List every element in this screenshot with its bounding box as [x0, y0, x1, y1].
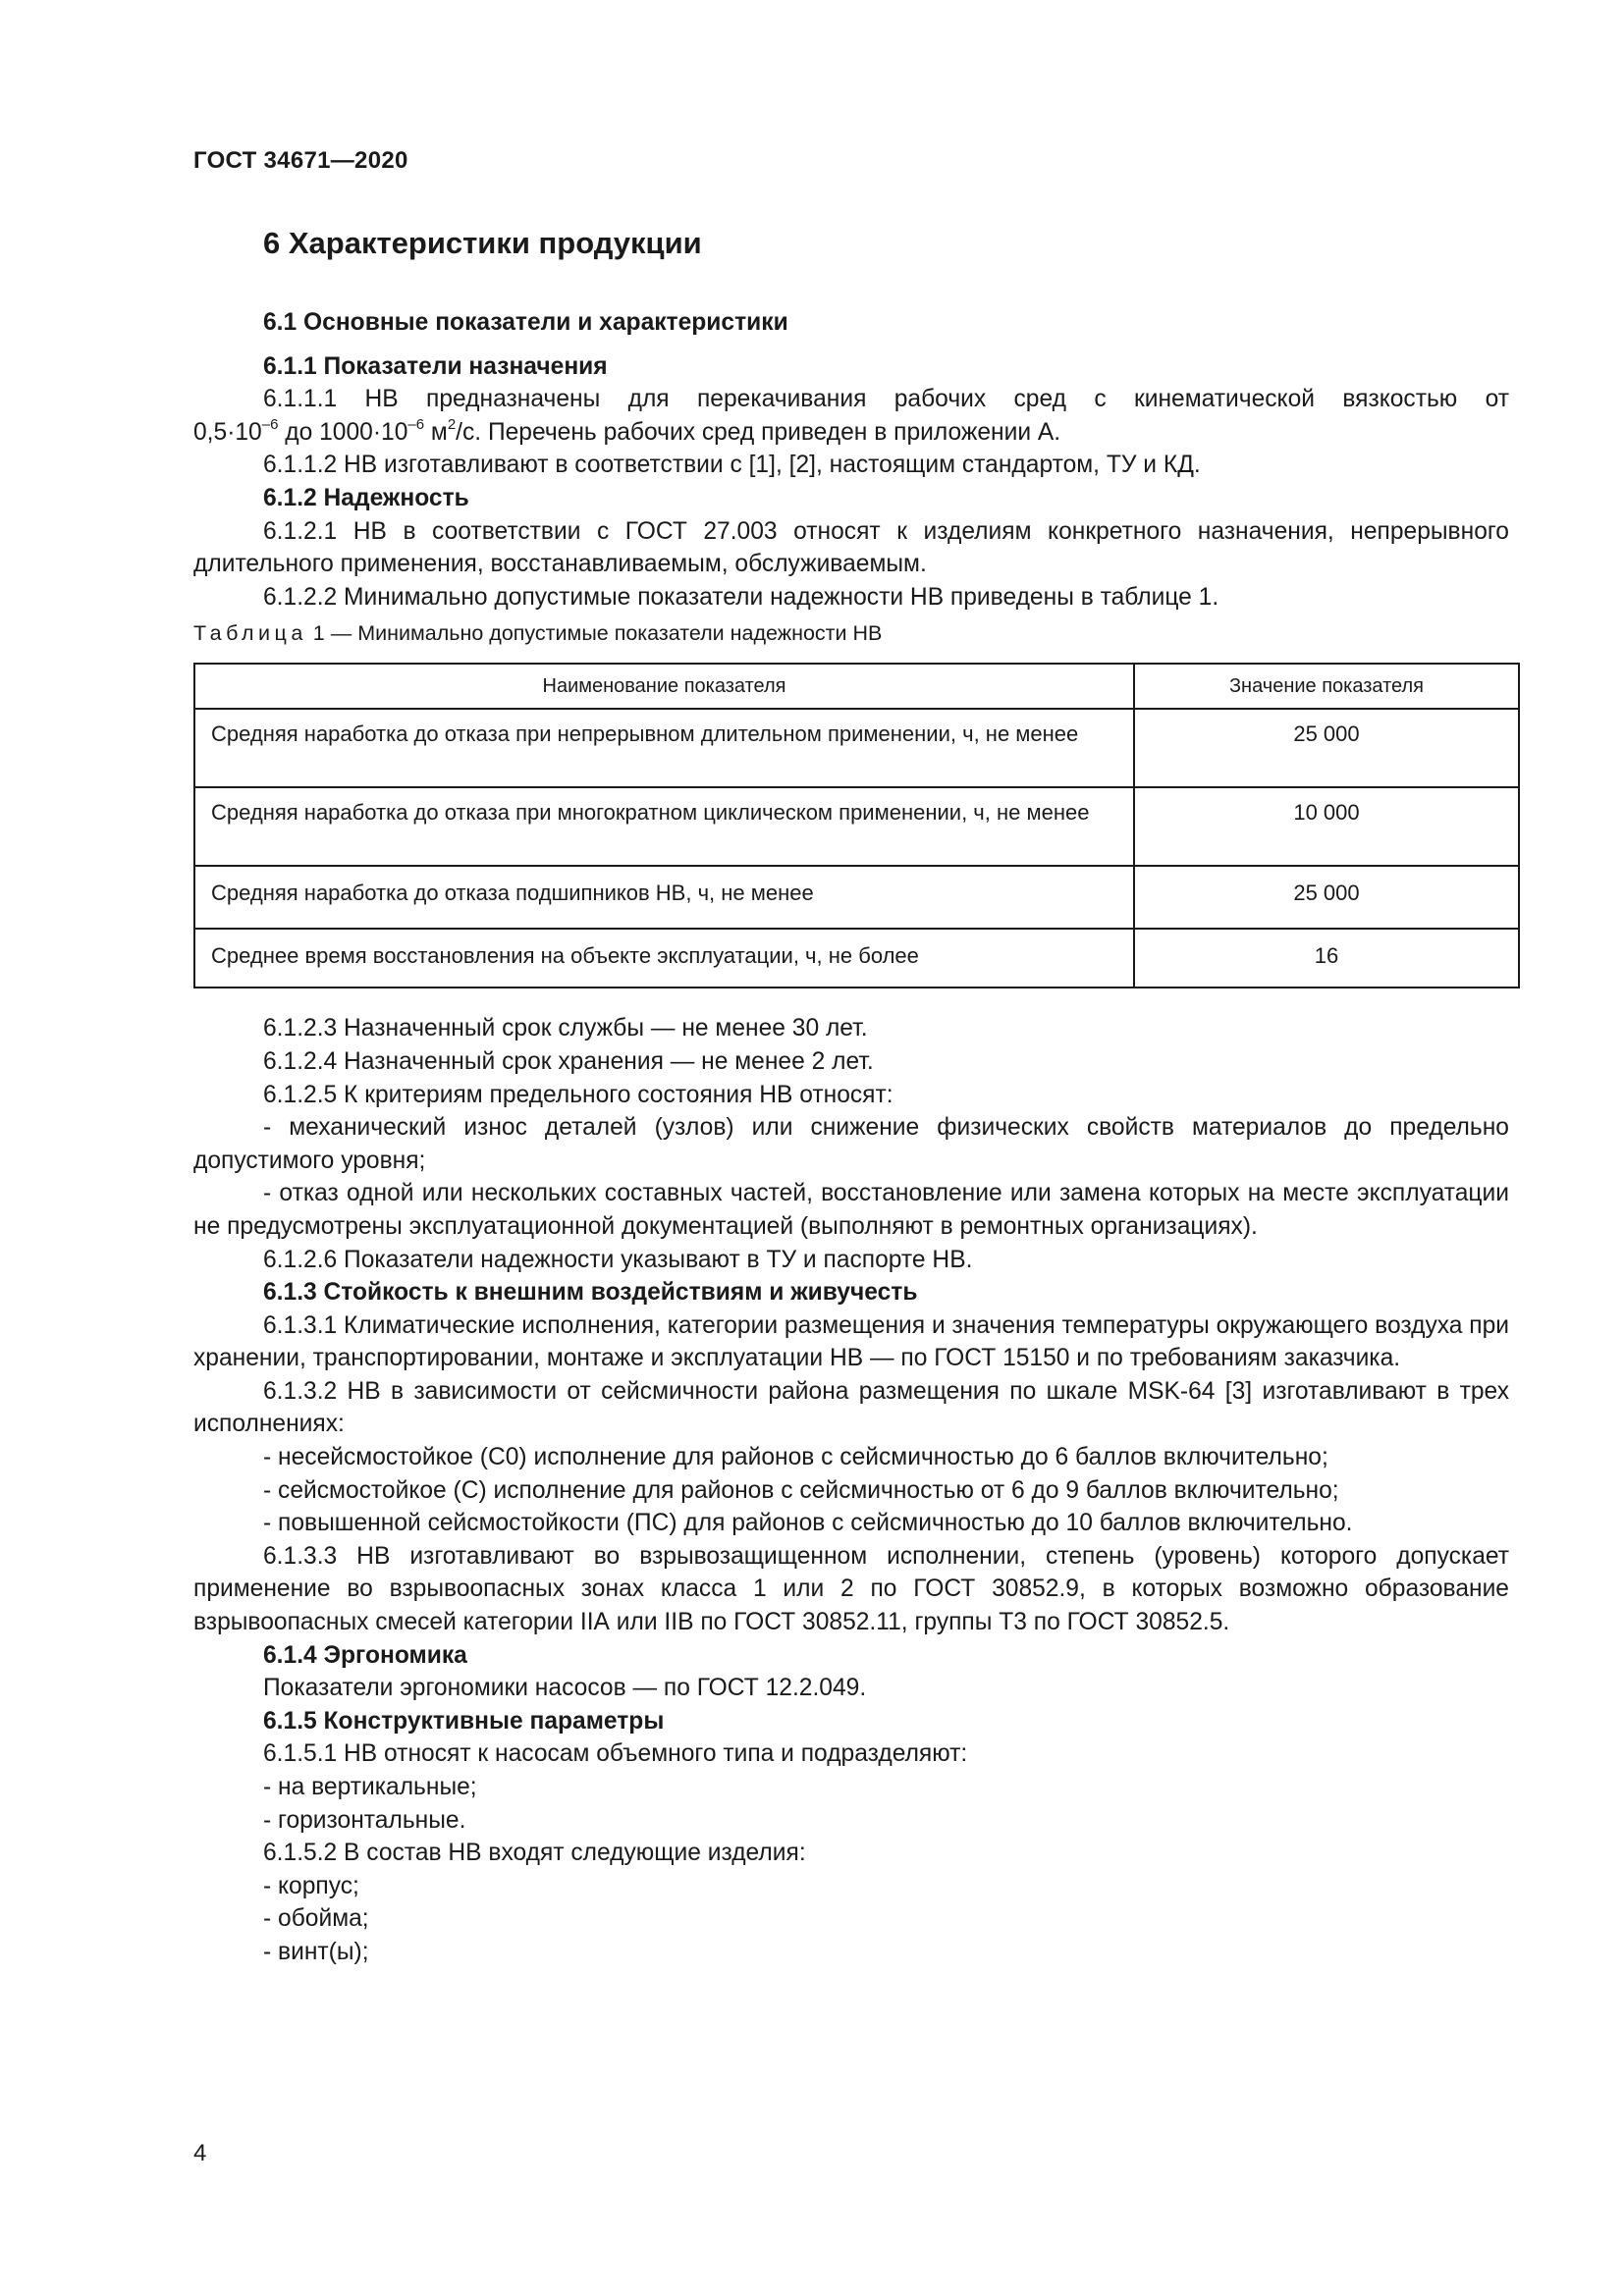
- table-cell-name: Средняя наработка до отказа при многократном циклическом применении, ч, не менее: [194, 787, 1134, 866]
- list-item: - горизонтальные.: [263, 1806, 466, 1834]
- document-body: [193, 306, 1509, 1969]
- table-cell-value: 10 000: [1134, 787, 1519, 866]
- list-item: - сейсмостойкое (С) исполнение для районов с сейсмичностью от 6 до 9 баллов включительно;: [263, 1476, 1339, 1504]
- table-cell-value: 25 000: [1134, 866, 1519, 929]
- clause-heading-6-1-4: 6.1.4 Эргономика: [263, 1641, 467, 1669]
- paragraph-6-1-2-1: 6.1.2.1 НВ в соответствии с ГОСТ 27.003 относят к изделиям конкретного назначения, непрерывного длительного применения, восстанавливаемым, обслуживаемым.: [193, 517, 1509, 578]
- column-header: Наименование показателя: [194, 664, 1134, 709]
- paragraph-6-1-1-1-line1: 6.1.1.1 НВ предназначены для перекачивания рабочих сред с кинематической вязкостью от: [263, 386, 1509, 413]
- paragraph-6-1-2-4: 6.1.2.4 Назначенный срок хранения — не менее 2 лет.: [263, 1047, 874, 1075]
- list-item: - на вертикальные;: [263, 1774, 477, 1800]
- list-item: - отказ одной или нескольких составных частей, восстановление или замена которых на месте эксплуатации не предусмотрены эксплуатационной документацией (выполняют в ремонтных организациях).: [193, 1180, 1509, 1240]
- paragraph-6-1-5-1: 6.1.5.1 НВ относят к насосам объемного типа и подразделяют:: [263, 1740, 968, 1768]
- table-row: [194, 709, 1519, 787]
- table-row: [194, 929, 1519, 988]
- paragraph-6-1-3-2: 6.1.3.2 НВ в зависимости от сейсмичности района размещения по шкале MSK-64 [3] изготавливают в трех исполнениях:: [193, 1377, 1509, 1438]
- page-number: 4: [193, 2140, 207, 2166]
- column-header: Значение показателя: [1134, 664, 1519, 709]
- table-row: [194, 866, 1519, 929]
- paragraph-6-1-2-3: 6.1.2.3 Назначенный срок службы — не менее 30 лет.: [263, 1015, 868, 1042]
- clause-heading-6-1-5: 6.1.5 Конструктивные параметры: [263, 1707, 665, 1735]
- clause-heading-6-1-3: 6.1.3 Стойкость к внешним воздействиям и живучесть: [263, 1279, 918, 1307]
- list-item: - корпус;: [263, 1872, 359, 1899]
- paragraph-6-1-1-1-line2: $0,5\cdot 10^{-6}$ до $1000\cdot 10^{-6}$ $м^2/с$. Перечень рабочих сред приведен в приложении А.: [193, 415, 1061, 446]
- reliability-table: [193, 663, 1520, 988]
- table-cell-value: 25 000: [1134, 709, 1519, 787]
- paragraph-6-1-4: Показатели эргономики насосов — по ГОСТ 12.2.049.: [263, 1675, 867, 1702]
- table-caption: Таблица 1 — Минимально допустимые показатели надежности НВ: [193, 621, 883, 646]
- paragraph-6-1-2-5: 6.1.2.5 К критериям предельного состояния НВ относят:: [263, 1081, 893, 1108]
- subsection-heading-6-1: 6.1 Основные показатели и характеристики: [263, 309, 788, 336]
- paragraph-6-1-2-2: 6.1.2.2 Минимально допустимые показатели надежности НВ приведены в таблице 1.: [263, 583, 1219, 611]
- table-row: [194, 787, 1519, 866]
- table-cell-value: 16: [1134, 929, 1519, 988]
- paragraph-6-1-3-3: 6.1.3.3 НВ изготавливают во взрывозащищенном исполнении, степень (уровень) которого допускает применение во взрывоопасных зонах класса 1 или 2 по ГОСТ 30852.9, в которых возможно образование взрывоопасных смесей категории IIА или IIВ по ГОСТ 30852.11, группы Т3 по ГОСТ 30852.5.: [193, 1542, 1509, 1636]
- paragraph-6-1-3-1: 6.1.3.1 Климатические исполнения, категории размещения и значения температуры окружающего воздуха при хранении, транспортировании, монтаже и эксплуатации НВ — по ГОСТ 15150 и по требованиям заказчика.: [193, 1311, 1510, 1372]
- table-header-row: [194, 664, 1519, 709]
- table-cell-name: Среднее время восстановления на объекте эксплуатации, ч, не более: [194, 929, 1134, 988]
- document-code: ГОСТ 34671—2020: [193, 147, 408, 174]
- table-cell-name: Средняя наработка до отказа при непрерывном длительном применении, ч, не менее: [194, 709, 1134, 787]
- paragraph-6-1-5-2: 6.1.5.2 В состав НВ входят следующие изделия:: [263, 1840, 806, 1867]
- paragraph-6-1-1-2: 6.1.1.2 НВ изготавливают в соответствии с [1], [2], настоящим стандартом, ТУ и КД.: [263, 452, 1201, 479]
- table-cell-name: Средняя наработка до отказа подшипников НВ, ч, не менее: [194, 866, 1134, 929]
- list-item: - механический износ деталей (узлов) или снижение физических свойств материалов до предельно допустимого уровня;: [193, 1114, 1509, 1174]
- section-title: 6 Характеристики продукции: [263, 226, 702, 260]
- paragraph-6-1-2-6: 6.1.2.6 Показатели надежности указывают в ТУ и паспорте НВ.: [263, 1246, 973, 1273]
- clause-heading-6-1-2: 6.1.2 Надежность: [263, 484, 469, 511]
- list-item: - винт(ы);: [263, 1938, 369, 1965]
- list-item: - повышенной сейсмостойкости (ПС) для районов с сейсмичностью до 10 баллов включительно.: [263, 1510, 1353, 1537]
- list-item: - обойма;: [263, 1905, 369, 1933]
- clause-heading-6-1-1: 6.1.1 Показатели назначения: [263, 352, 608, 380]
- list-item: - несейсмостойкое (С0) исполнение для районов с сейсмичностью до 6 баллов включительно;: [263, 1444, 1328, 1471]
